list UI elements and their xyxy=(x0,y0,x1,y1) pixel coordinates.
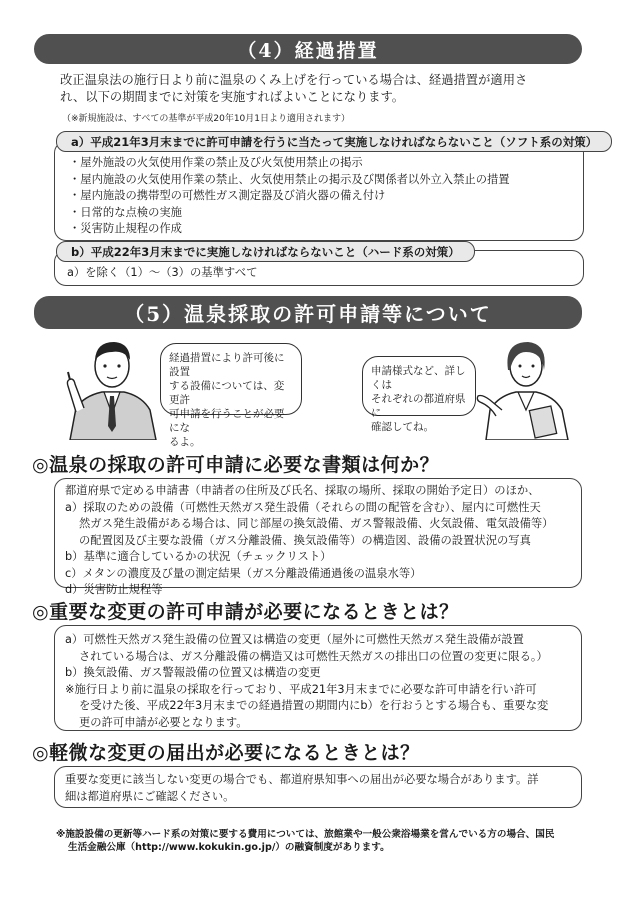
bubble-line: るよ。 xyxy=(169,436,201,448)
bubble-line: 申請様式など、詳しくは xyxy=(371,365,466,391)
text-line: 然ガス発生設備がある場合は、同じ部屋の換気設備、ガス警報設備、火気設備、電気設備等） xyxy=(79,517,554,530)
footnote-line: ※施設設備の更新等ハード系の対策に要する費用については、旅館業や一般公衆浴場業を営んでいる方の場合、国民 xyxy=(56,829,555,840)
speech-bubble-left xyxy=(160,343,302,448)
text-line: 細は都道府県にご確認ください。 xyxy=(65,789,235,803)
bubble-line: する設備については、変更許 xyxy=(169,380,285,406)
important-change-box xyxy=(54,625,582,731)
section-4-intro xyxy=(60,72,588,106)
minor-change-box xyxy=(54,766,582,808)
new-facility-note: （※新規施設は、すべての基準が平成20年10月1日より適用されます） xyxy=(62,114,350,124)
hard-measures-heading: b）平成22年3月末までに実施しなければならないこと（ハード系の対策） xyxy=(56,241,475,262)
text-line: b）換気設備、ガス警報設備の位置又は構造の変更 xyxy=(65,666,321,679)
text-line: ※施行日より前に温泉の採取を行っており、平成21年3月末までに必要な許可申請を行い許可 xyxy=(65,682,537,696)
list-item: ・屋内施設の携帯型の可燃性ガス測定器及び消火器の備え付け xyxy=(69,189,386,202)
footnote-line: 生活金融公庫（http://www.kokukin.go.jp/）の融資制度があります。 xyxy=(68,842,390,853)
question-application-documents: ◎温泉の採取の許可申請に必要な書類は何か？ xyxy=(32,454,440,476)
text-line: を受けた後、平成22年3月末までの経過措置の期間内にb）を行おうとする場合も、重要な変 xyxy=(79,699,549,712)
intro-line: れ、以下の期間までに対策を実施すればよいことになります。 xyxy=(60,90,405,104)
text-line: a）採取のための設備（可燃性天然ガス発生設備（それらの間の配管を含む）、屋内に可燃性天 xyxy=(65,500,541,514)
text-line: 重要な変更に該当しない変更の場合でも、都道府県知事への届出が必要な場合があります。詳 xyxy=(65,773,539,786)
text-line: a）可燃性天然ガス発生設備の位置又は構造の変更（屋外に可燃性天然ガス発生設備が設置 xyxy=(65,633,524,646)
text-line: されている場合は、ガス分離設備の構造又は可燃性天然ガスの排出口の位置の変更に限る。） xyxy=(79,649,548,663)
hard-measures-text: a）を除く（1）～（3）の基準すべて xyxy=(67,266,258,279)
bubble-line: それぞれの都道府県に xyxy=(371,393,466,419)
speech-bubble-right xyxy=(362,356,476,433)
list-item: ・災害防止規程の作成 xyxy=(69,222,182,235)
application-documents-box xyxy=(54,478,582,596)
text-line: の配置図及び主要な設備（ガス分離設備、換気設備等）の構造図、設備の設置状況の写真 xyxy=(79,533,531,547)
woman-with-clipboard-illustration xyxy=(476,330,576,440)
soft-measures-heading: a）平成21年3月末までに許可申請を行うに当たって実施しなければならないこと（ソフト系の対策） xyxy=(56,131,612,152)
intro-line: 改正温泉法の施行日より前に温泉のくみ上げを行っている場合は、経過措置が適用さ xyxy=(60,73,528,87)
bubble-line: 可申請を行うことが必要にな xyxy=(169,408,285,434)
section-4-banner: （4）経過措置 xyxy=(34,34,582,64)
section-5-banner: （5）温泉採取の許可申請等について xyxy=(34,296,582,329)
list-item: ・屋内施設の火気使用作業の禁止、火気使用禁止の掲示及び関係者以外立入禁止の措置 xyxy=(69,172,510,186)
financing-footnote xyxy=(56,828,596,854)
text-line: 都道府県で定める申請書（申請者の住所及び氏名、採取の場所、採取の開始予定日）のほか、 xyxy=(65,484,540,497)
bubble-line: 確認してね。 xyxy=(371,421,434,433)
text-line: b）基準に適合しているかの状況（チェックリスト） xyxy=(65,550,332,563)
soft-measures-box xyxy=(54,141,584,241)
text-line: c）メタンの濃度及び量の測定結果（ガス分離設備通過後の温泉水等） xyxy=(65,566,422,580)
text-line: d）災害防止規程等 xyxy=(65,583,163,596)
list-item: ・日常的な点検の実施 xyxy=(69,205,182,219)
man-in-suit-illustration xyxy=(62,330,162,440)
bubble-line: 経過措置により許可後に設置 xyxy=(169,352,285,378)
text-line: 更の許可申請が必要となります。 xyxy=(79,715,248,729)
question-minor-change: ◎軽微な変更の届出が必要になるときとは？ xyxy=(32,742,420,764)
list-item: ・屋外施設の火気使用作業の禁止及び火気使用禁止の掲示 xyxy=(69,156,363,169)
question-important-change: ◎重要な変更の許可申請が必要になるときとは？ xyxy=(32,601,459,623)
